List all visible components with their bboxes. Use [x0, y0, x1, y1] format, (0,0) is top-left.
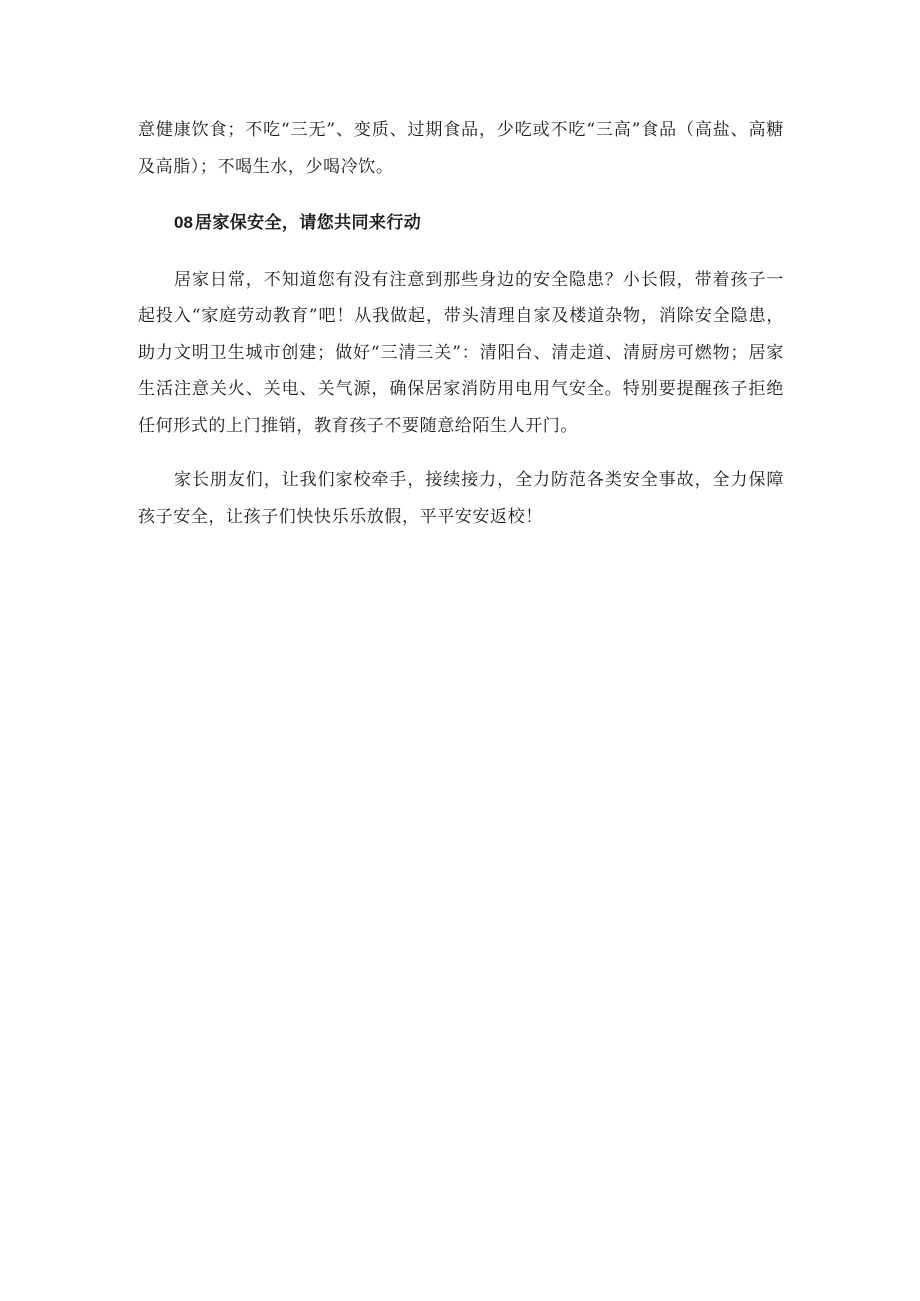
- paragraph-food-safety-continued: 意健康饮食；不吃“三无”、变质、过期食品，少吃或不吃“三高”食品（高盐、高糖及高脂）；不喝生水，少喝冷饮。: [138, 120, 784, 177]
- paragraph-closing: 家长朋友们，让我们家校牵手，接续接力，全力防范各类安全事故，全力保障孩子安全，让孩子们快快乐乐放假，平平安安返校！: [138, 470, 784, 527]
- paragraph-home-safety: 居家日常，不知道您有没有注意到那些身边的安全隐患？小长假，带着孩子一起投入“家庭劳动教育”吧！从我做起，带头清理自家及楼道杂物，消除安全隐患，助力文明卫生城市创建；做好“三清三关”：清阳台、清走道、清厨房可燃物；居家生活注意关火、关电、关气源，确保居家消防用电用气安全。特别要提醒孩子拒绝任何形式的上门推销，教育孩子不要随意给陌生人开门。: [138, 269, 784, 436]
- document-body: [138, 112, 784, 535]
- section-heading-08: [138, 205, 784, 242]
- section-title: 居家保安全，请您共同来行动: [194, 213, 422, 233]
- section-number: 08: [174, 213, 193, 232]
